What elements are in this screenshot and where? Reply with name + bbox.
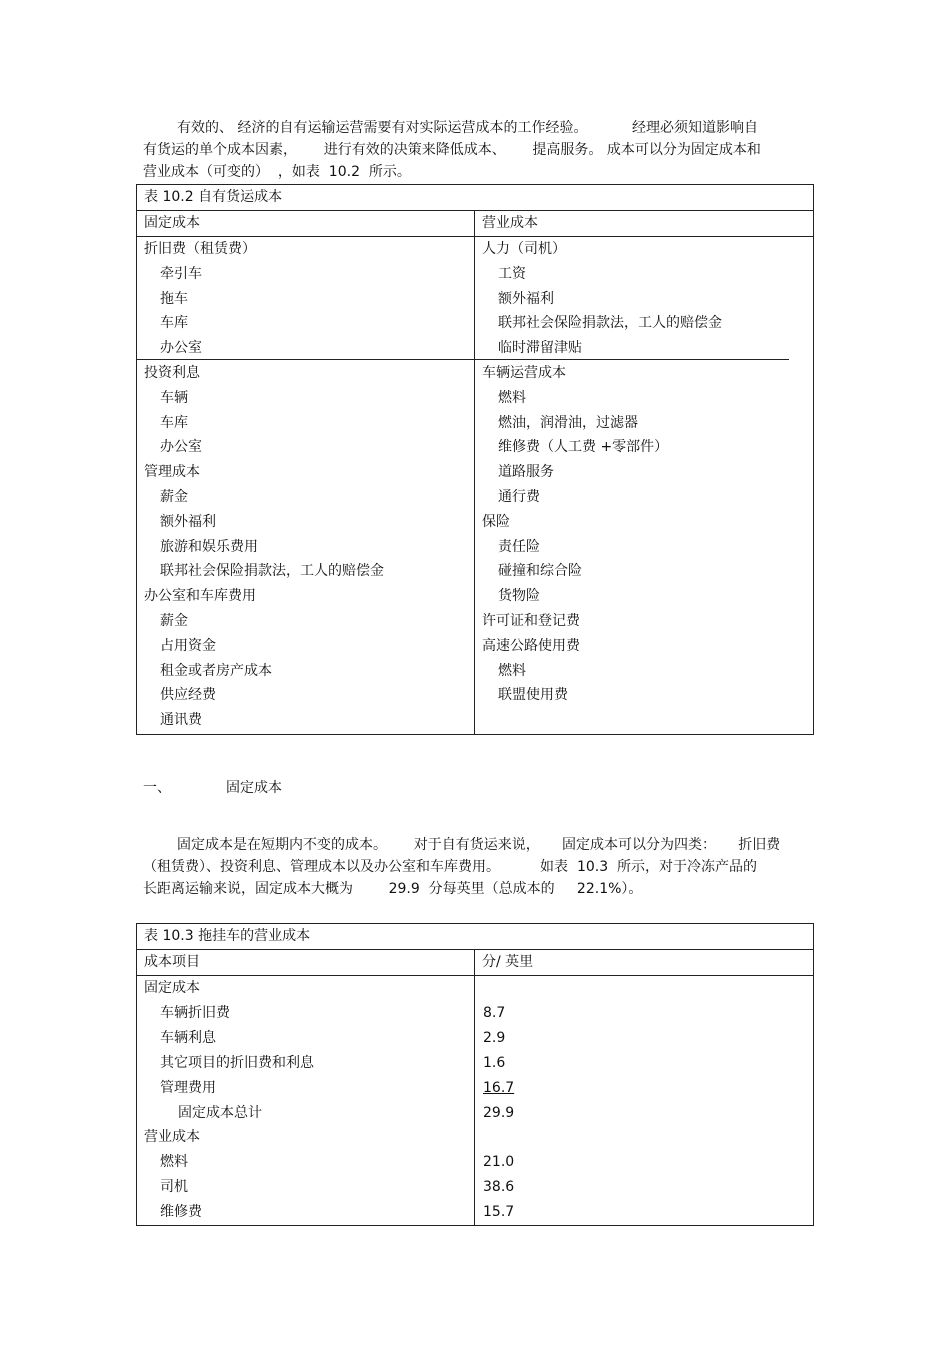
cost-item-label: 管理费用 (160, 1079, 216, 1096)
cost-item-value: 8.7 (483, 1004, 506, 1021)
cost-item-value: 21.0 (483, 1154, 515, 1171)
fixed-cost-item: 租金或者房产成本 (160, 662, 272, 679)
header-cost-item: 成本项目 (144, 954, 200, 970)
operating-cost-item: 额外福利 (498, 290, 554, 307)
table-body (137, 976, 813, 1225)
cost-item-label: 车辆利息 (160, 1029, 216, 1046)
header-cell-left (137, 211, 475, 236)
header-cents-per-mile: 分/ 英里 (482, 954, 534, 970)
operating-cost-item: 货物险 (498, 588, 540, 605)
operating-cost-item: 责任险 (498, 538, 540, 555)
header-cell-right (475, 950, 813, 975)
operating-cost-item: 高速公路使用费 (482, 637, 580, 654)
section-number: 一、 (143, 780, 171, 796)
cost-item-value: 15.7 (483, 1204, 515, 1221)
intro-line: 有效的、 经济的自有运输运营需要有对实际运营成本的工作经验。 经理必须知道影响自 (177, 120, 758, 136)
intro-line: 营业成本（可变的） ，如表 10.2 所示。 (143, 164, 411, 180)
operating-cost-item: 碰撞和综合险 (498, 563, 582, 580)
operating-cost-item: 工资 (498, 265, 526, 282)
operating-cost-item: 保险 (482, 513, 510, 530)
fixed-cost-item: 通讯费 (160, 712, 202, 729)
operating-cost-item: 人力（司机） (482, 241, 566, 257)
intro-line: 有货运的单个成本因素， 进行有效的决策来降低成本、 提高服务。 成本可以分为固定成本和 (143, 142, 761, 158)
fixed-cost-item: 车库 (160, 414, 188, 431)
cost-table-10-3 (136, 923, 814, 1226)
fixed-cost-item: 投资利息 (144, 365, 200, 381)
operating-cost-item: 联盟使用费 (498, 687, 568, 704)
fixed-cost-item: 薪金 (160, 613, 188, 629)
operating-cost-item: 车辆运营成本 (482, 365, 566, 381)
cost-item-label: 其它项目的折旧费和利息 (160, 1054, 314, 1071)
fixed-cost-item: 车库 (160, 315, 188, 332)
table-caption-row (137, 924, 813, 950)
intro-paragraph (143, 117, 793, 183)
para-line: 长距离运输来说，固定成本大概为 29.9 分每英里（总成本的 22.1%）。 (143, 881, 643, 897)
cost-item-value: 1.6 (483, 1054, 506, 1071)
cost-item-label: 维修费 (160, 1204, 202, 1221)
table-body (137, 237, 813, 734)
table-caption: 表 10.3 拖挂车的营业成本 (144, 928, 311, 944)
para-line: 固定成本是在短期内不变的成本。 对于自有货运来说， 固定成本可以分为四类： 折旧费 (177, 837, 781, 853)
operating-cost-item: 道路服务 (498, 464, 554, 481)
operating-cost-item: 临时滞留津贴 (498, 340, 582, 357)
header-fixed-cost: 固定成本 (144, 215, 200, 231)
cost-item-value: 2.9 (483, 1029, 506, 1046)
operating-cost-item: 燃料 (498, 389, 526, 406)
cost-item-value: 38.6 (483, 1179, 515, 1196)
section-heading (143, 777, 282, 797)
fixed-cost-item: 拖车 (160, 290, 188, 307)
cost-item-label: 固定成本总计 (178, 1104, 262, 1121)
fixed-cost-item: 旅游和娱乐费用 (160, 538, 258, 555)
fixed-cost-item: 管理成本 (144, 464, 200, 481)
cost-item-label: 固定成本 (144, 980, 200, 996)
table-caption-row (137, 185, 813, 211)
fixed-cost-paragraph (143, 834, 793, 900)
fixed-cost-item: 办公室 (160, 439, 202, 456)
fixed-cost-item: 额外福利 (160, 513, 216, 530)
operating-cost-item: 燃料 (498, 662, 526, 679)
operating-cost-item: 联邦社会保险捐款法，工人的赔偿金 (498, 315, 722, 332)
section-title: 固定成本 (226, 780, 282, 796)
fixed-cost-item: 薪金 (160, 489, 188, 505)
fixed-cost-item: 办公室 (160, 340, 202, 357)
table-header-row (137, 950, 813, 976)
header-cell-right (475, 211, 813, 236)
fixed-cost-item: 车辆 (160, 389, 188, 406)
cost-item-label: 司机 (160, 1179, 188, 1196)
operating-cost-item: 燃油，润滑油，过滤器 (498, 414, 638, 431)
cost-item-label: 营业成本 (144, 1129, 200, 1146)
operating-cost-item: 通行费 (498, 489, 540, 505)
table-caption: 表 10.2 自有货运成本 (144, 189, 283, 205)
cost-item-label: 燃料 (160, 1154, 188, 1171)
fixed-cost-item: 折旧费（租赁费） (144, 241, 256, 257)
cost-item-label: 车辆折旧费 (160, 1004, 230, 1021)
fixed-cost-item: 牵引车 (160, 265, 202, 282)
value-column (475, 976, 813, 1225)
cost-item-value: 29.9 (483, 1104, 515, 1121)
operating-cost-item: 维修费（人工费 +零部件） (498, 439, 669, 456)
cost-table-10-2 (136, 184, 814, 735)
fixed-cost-item: 办公室和车库费用 (144, 588, 256, 605)
cost-item-value: 16.7 (483, 1079, 515, 1096)
fixed-cost-item: 占用资金 (160, 637, 216, 654)
fixed-cost-item: 联邦社会保险捐款法，工人的赔偿金 (160, 563, 384, 580)
table-header-row (137, 211, 813, 237)
header-operating-cost: 营业成本 (482, 215, 538, 231)
header-cell-left (137, 950, 475, 975)
operating-cost-item: 许可证和登记费 (482, 613, 580, 629)
para-line: （租赁费）、投资利息、管理成本以及办公室和车库费用。 如表 10.3 所示，对于冷冻产品的 (143, 859, 758, 875)
fixed-cost-item: 供应经费 (160, 687, 216, 704)
